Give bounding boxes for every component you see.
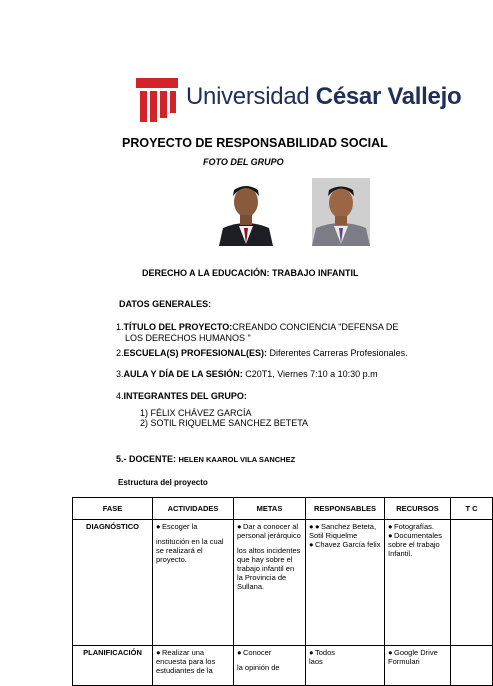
header-tiempo: T C xyxy=(451,498,493,520)
table-row xyxy=(73,520,493,646)
photo-caption: FOTO DEL GRUPO xyxy=(203,157,284,167)
bullet-icon: ● xyxy=(237,648,242,657)
cell-responsables: ●Todos laos xyxy=(306,646,385,686)
cell-recursos: ●Google Drive Formulari xyxy=(385,646,451,686)
structure-table xyxy=(72,497,493,686)
logo-wordmark: Universidad César Vallejo xyxy=(186,83,462,110)
field-aula: 3.AULA Y DÍA DE LA SESIÓN: C20T1, Viernes 7:10 a 10:30 p.m xyxy=(116,369,378,379)
cell-tiempo xyxy=(451,646,493,686)
table-header-row xyxy=(73,498,493,520)
field-titulo: 1.TÍTULO DEL PROYECTO:CREANDO CONCIENCIA "DEFENSA DE xyxy=(116,322,399,332)
bullet-icon: ● xyxy=(156,648,161,657)
bullet-icon: ● xyxy=(237,522,242,531)
field-integrantes: 4.INTEGRANTES DEL GRUPO: xyxy=(116,391,247,401)
bullet-icon: ● xyxy=(388,648,393,657)
header-actividades: ACTIVIDADES xyxy=(153,498,234,520)
header-fase: FASE xyxy=(73,498,153,520)
cell-metas: ●Conocer la opinión de xyxy=(234,646,306,686)
cell-tiempo xyxy=(451,520,493,646)
bullet-icon: ● xyxy=(309,648,314,657)
cell-responsables: ●●Sanchez Beteta, Sotil Riquelme ●Chavez García felix xyxy=(306,520,385,646)
header-metas: METAS xyxy=(234,498,306,520)
cell-actividades: ●Realizar una encuesta para los estudiantes de la xyxy=(153,646,234,686)
bullet-icon: ● xyxy=(309,522,314,531)
section-heading-datos-generales: DATOS GENERALES: xyxy=(119,299,212,309)
field-titulo-continued: LOS DERECHOS HUMANOS " xyxy=(125,333,251,343)
table-row xyxy=(73,646,493,686)
bullet-icon: ● xyxy=(309,540,314,549)
field-docente: 5.- DOCENTE: HELEN KAAROL VILA SANCHEZ xyxy=(116,454,296,464)
cell-recursos: ●Fotografías. ●Documentales sobre el trabajo Infantil. xyxy=(385,520,451,646)
header-recursos: RECURSOS xyxy=(385,498,451,520)
cell-actividades: ●Escoger la institución en la cual se realizará el proyecto. xyxy=(153,520,234,646)
cell-fase: PLANIFICACIÓN xyxy=(73,646,153,686)
member-2: 2) SOTIL RIQUELME SANCHEZ BETETA xyxy=(140,418,309,428)
project-theme: DERECHO A LA EDUCACIÓN: TRABAJO INFANTIL xyxy=(142,268,359,278)
bullet-icon: ● xyxy=(388,531,393,540)
bullet-icon: ● xyxy=(388,522,393,531)
bullet-icon: ● xyxy=(156,522,161,531)
cell-metas: ●Dar a conocer al personal jerárquico los altos incidentes que hay sobre el trabajo infantil en la Provincia de Sullana. xyxy=(234,520,306,646)
bullet-icon: ● xyxy=(315,522,320,531)
field-escuela: 2.ESCUELA(S) PROFESIONAL(ES): Diferentes Carreras Profesionales. xyxy=(116,348,408,358)
cell-fase: DIAGNÓSTICO xyxy=(73,520,153,646)
section-heading-estructura: Estructura del proyecto xyxy=(118,478,208,487)
member-1: 1) FÉLIX CHÁVEZ GARCÍA xyxy=(140,408,252,418)
document-title: PROYECTO DE RESPONSABILIDAD SOCIAL xyxy=(122,136,388,150)
header-responsables: RESPONSABLES xyxy=(306,498,385,520)
